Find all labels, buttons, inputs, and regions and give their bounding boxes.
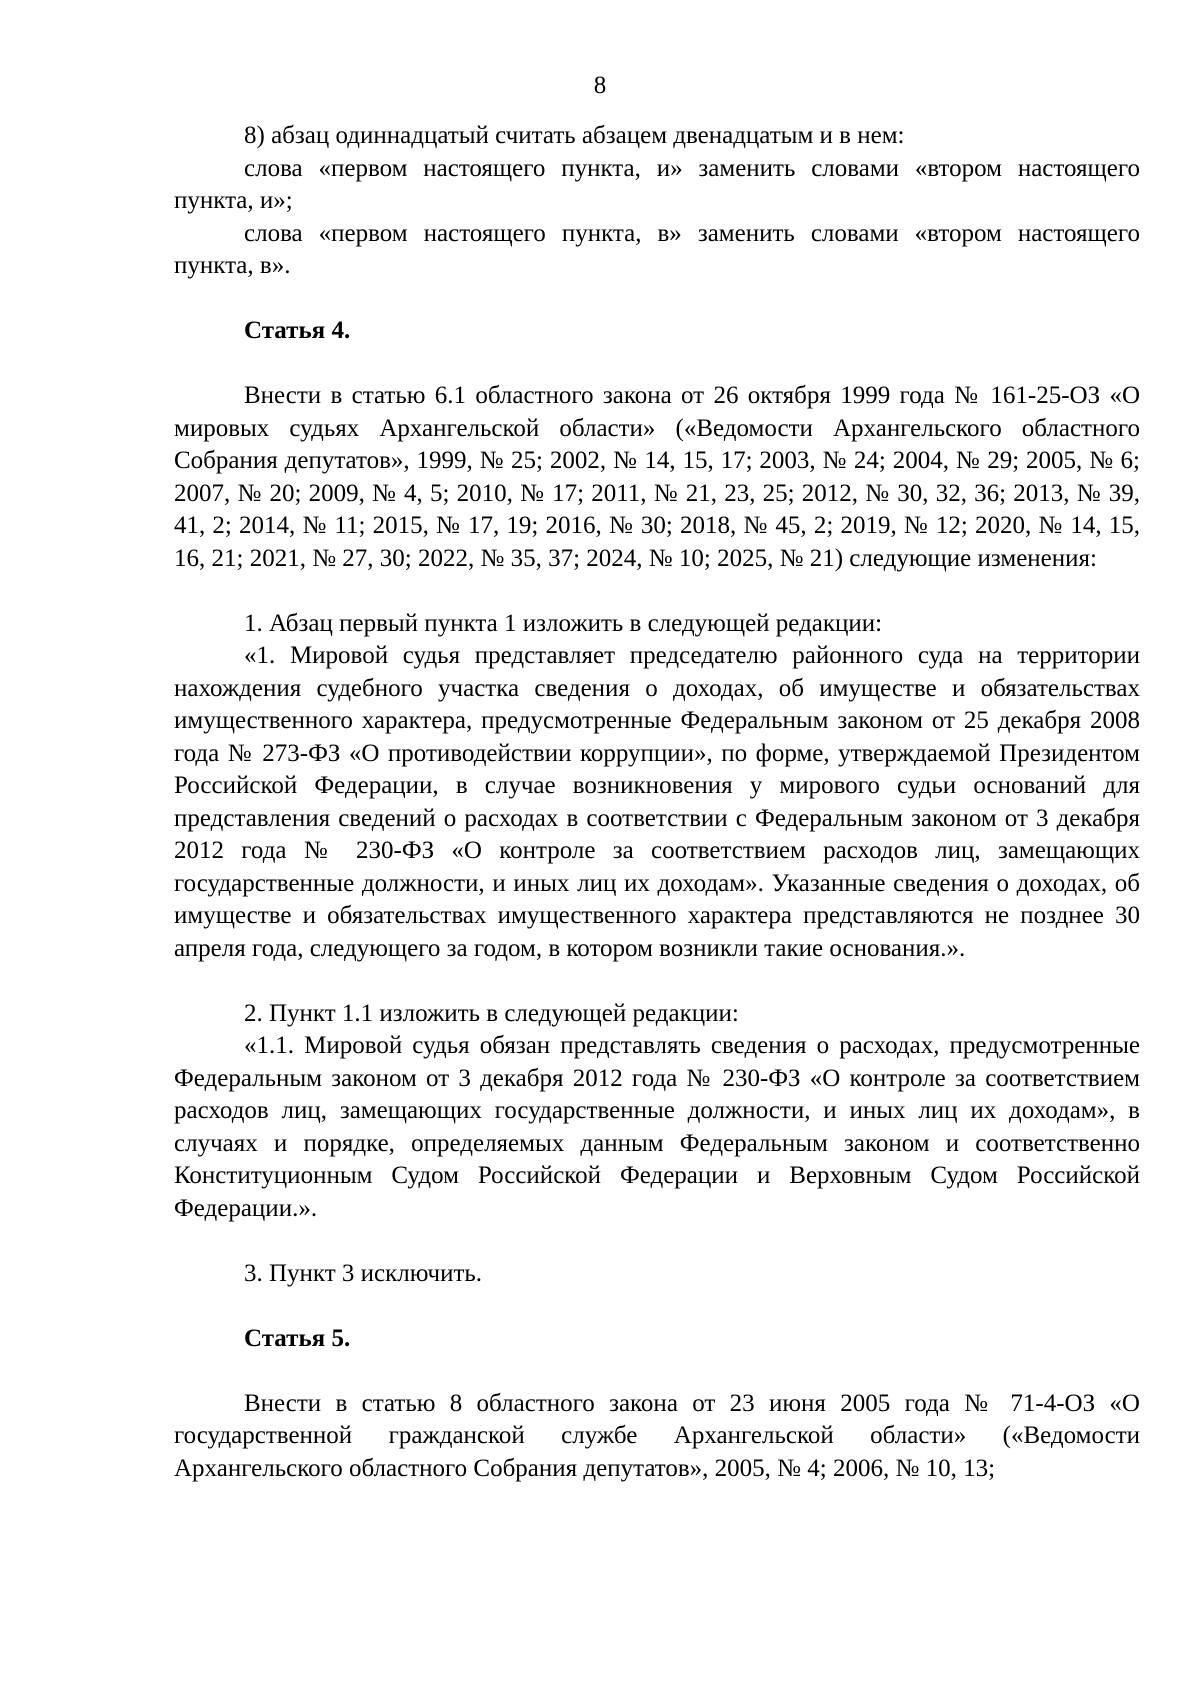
- article-5-heading: Статья 5.: [244, 1324, 351, 1352]
- article-4-heading: Статья 4.: [244, 317, 351, 344]
- article-4-item-1-lead: 1. Абзац первый пункта 1 изложить в следующей редакции:: [244, 609, 883, 637]
- spacer: [174, 1290, 1140, 1323]
- spacer: [174, 283, 1140, 316]
- page-number: 8: [593, 72, 607, 99]
- article-5-intro: Внести в статью 8 областного закона от 23 июня 2005 года № 71-4-ОЗ «О государственной гражданской службе Архангельской области» («Ведомости Архангельского областного Собрания депутатов», 2005, № 4; 2006, № 10, 13;: [174, 1389, 1140, 1482]
- spacer: [174, 348, 1140, 381]
- paragraph-item-8: 8) абзац одиннадцатый считать абзацем двенадцатым и в нем:: [244, 122, 905, 149]
- article-4-item-3: 3. Пункт 3 исключить.: [244, 1259, 483, 1287]
- document-body: [174, 120, 1140, 1485]
- spacer: [174, 1355, 1140, 1388]
- paragraph-replace-words-2: слова «первом настоящего пункта, в» заменить словами «втором настоящего пункта, в».: [174, 219, 1140, 279]
- article-4-item-2-lead: 2. Пункт 1.1 изложить в следующей редакции:: [244, 999, 739, 1027]
- article-4-item-1-text: «1. Мировой судья представляет председателю районного суда на территории нахождения судебного участка сведения о доходах, об имуществе и обязательствах имущественного характера, предусмотренные Федеральным законом от 25 декабря 2008 года № 273-ФЗ «О противодействии коррупции», по форме, утверждаемой Президентом Российской Федерации, в случае возникновения у мирового судьи оснований для представления сведений о расходах в соответствии с Федеральным законом от 3 декабря 2012 года № 230-ФЗ «О контроле за соответствием расходов лиц, замещающих государственные должности, и иных лиц их доходам». Указанные сведения о доходах, об имуществе и обязательствах имущественного характера представляются не позднее 30 апреля года, следующего за годом, в котором возникли такие основания.».: [174, 642, 1140, 962]
- spacer: [174, 1225, 1140, 1258]
- article-4-intro: Внести в статью 6.1 областного закона от 26 октября 1999 года № 161-25-ОЗ «О мировых судьях Архангельской области» («Ведомости Архангельского областного Собрания депутатов», 1999, № 25; 2002, № 14, 15, 17; 2003, № 24; 2004, № 29; 2005, № 6; 2007, № 20; 2009, № 4, 5; 2010, № 17; 2011, № 21, 23, 25; 2012, № 30, 32, 36; 2013, № 39, 41, 2; 2014, № 11; 2015, № 17, 19; 2016, № 30; 2018, № 45, 2; 2019, № 12; 2020, № 14, 15, 16, 21; 2021, № 27, 30; 2022, № 35, 37; 2024, № 10; 2025, № 21) следующие изменения:: [174, 382, 1140, 572]
- spacer: [174, 965, 1140, 998]
- article-4-item-2-text: «1.1. Мировой судья обязан представлять сведения о расходах, предусмотренные Федеральным законом от 3 декабря 2012 года № 230-ФЗ «О контроле за соответствием расходов лиц, замещающих государственные должности, и иных лиц их доходам», в случаях и порядке, определяемых данным Федеральным законом и соответственно Конституционным Судом Российской Федерации и Верховным Судом Российской Федерации.».: [174, 1032, 1140, 1222]
- paragraph-replace-words-1: слова «первом настоящего пункта, и» заменить словами «втором настоящего пункта, и»;: [174, 154, 1140, 214]
- spacer: [174, 575, 1140, 608]
